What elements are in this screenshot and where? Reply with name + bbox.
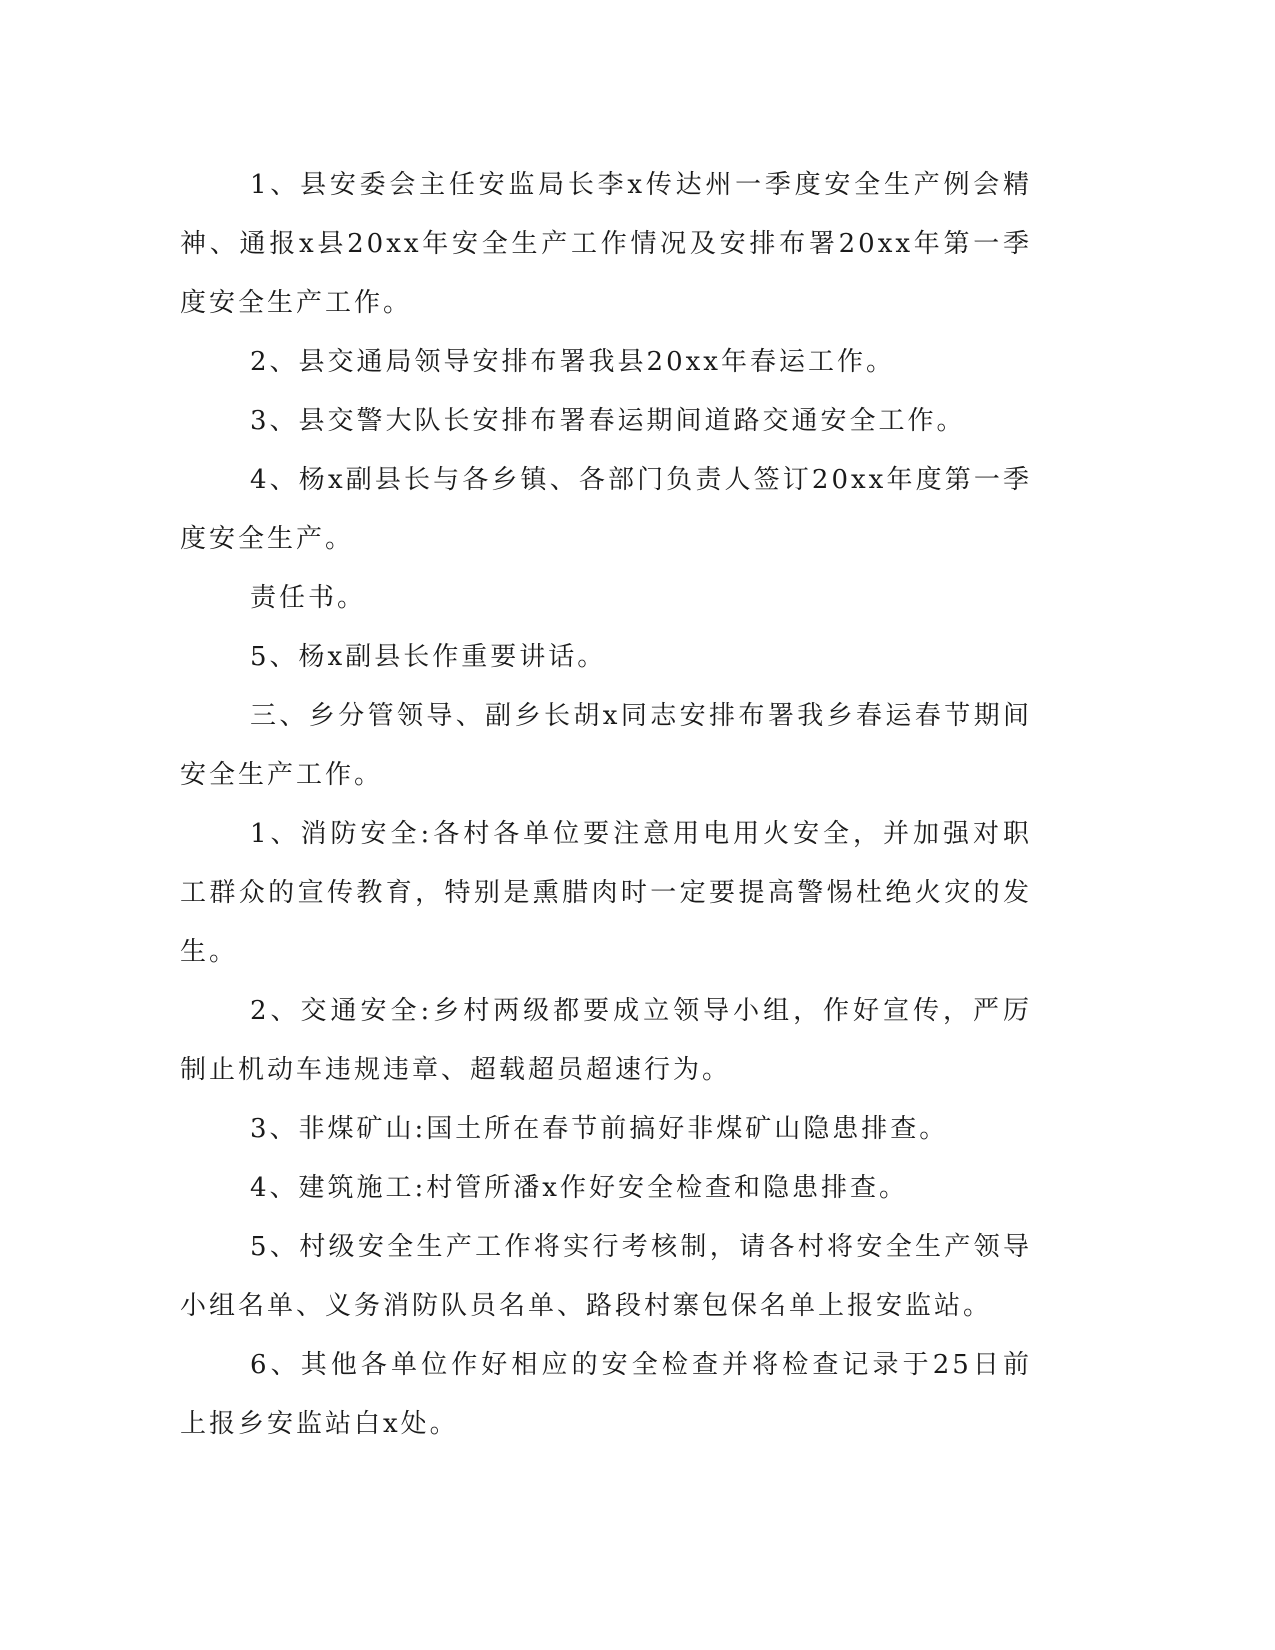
paragraph-2: 2、县交通局领导安排布署我县20xx年春运工作。 bbox=[250, 347, 895, 377]
paragraph-3: 3、县交警大队长安排布署春运期间道路交通安全工作。 bbox=[250, 406, 966, 436]
paragraph-6: 5、杨x副县长作重要讲话。 bbox=[250, 642, 607, 672]
document-body bbox=[180, 156, 1032, 1454]
paragraph-5: 责任书。 bbox=[250, 583, 367, 613]
paragraph-7: 三、乡分管领导、副乡长胡x同志安排布署我乡春运春节期间安全生产工作。 bbox=[180, 701, 1032, 790]
paragraph-8: 1、消防安全:各村各单位要注意用电用火安全，并加强对职工群众的宣传教育，特别是熏腊肉时一定要提高警惕杜绝火灾的发生。 bbox=[180, 819, 1032, 967]
paragraph-13: 6、其他各单位作好相应的安全检查并将检查记录于25日前上报乡安监站白x处。 bbox=[180, 1350, 1032, 1439]
paragraph-10: 3、非煤矿山:国土所在春节前搞好非煤矿山隐患排查。 bbox=[250, 1114, 949, 1144]
paragraph-1: 1、县安委会主任安监局长李x传达州一季度安全生产例会精神、通报x县20xx年安全生产工作情况及安排布署20xx年第一季度安全生产工作。 bbox=[180, 170, 1032, 318]
paragraph-11: 4、建筑施工:村管所潘x作好安全检查和隐患排查。 bbox=[250, 1173, 908, 1203]
paragraph-4: 4、杨x副县长与各乡镇、各部门负责人签订20xx年度第一季度安全生产。 bbox=[180, 465, 1032, 554]
paragraph-12: 5、村级安全生产工作将实行考核制，请各村将安全生产领导小组名单、义务消防队员名单、路段村寨包保名单上报安监站。 bbox=[180, 1232, 1032, 1321]
paragraph-9: 2、交通安全:乡村两级都要成立领导小组，作好宣传，严厉制止机动车违规违章、超载超员超速行为。 bbox=[180, 996, 1032, 1085]
